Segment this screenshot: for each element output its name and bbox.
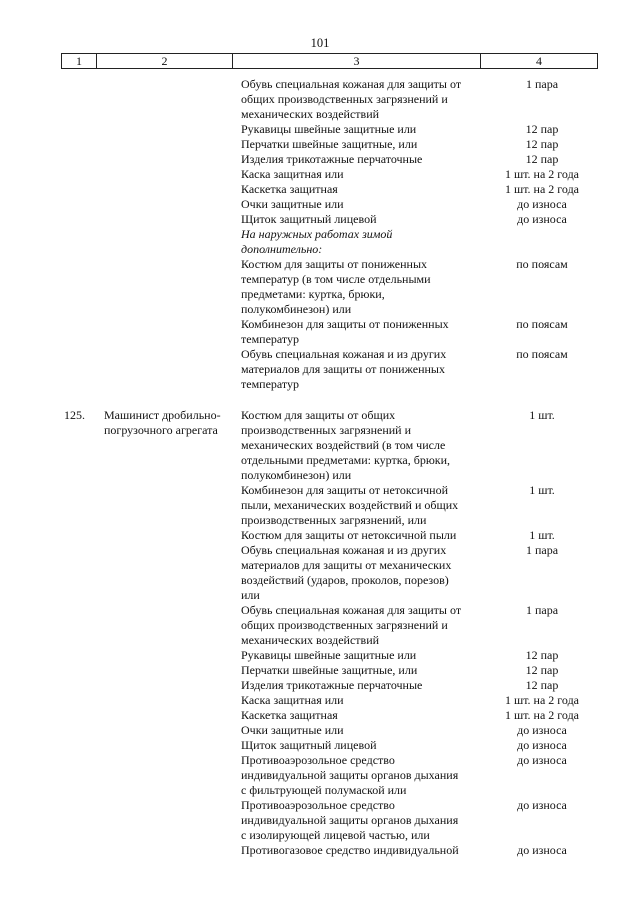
profession-name [104, 408, 238, 438]
issue-norm: 1 шт. [529, 483, 555, 497]
protective-item-line: Изделия трикотажные перчаточные [241, 152, 423, 166]
table-row [0, 167, 640, 182]
protective-item-line: Каскетка защитная [241, 708, 338, 722]
protective-item-line: Очки защитные или [241, 197, 344, 211]
protective-item-line: Противогазовое средство индивидуальной [241, 843, 459, 857]
issue-norm: до износа [517, 738, 567, 752]
protective-item [241, 708, 489, 723]
protective-item-line: На наружных работах зимой [241, 227, 393, 241]
protective-item-line: Противоаэрозольное средство [241, 753, 395, 767]
table-row [0, 197, 640, 212]
protective-item-line: общих производственных загрязнений и [241, 618, 448, 632]
table-body [0, 77, 640, 858]
protective-item-line: Обувь специальная кожаная для защиты от [241, 77, 462, 91]
protective-item [241, 137, 489, 152]
header-col-2: 2 [97, 54, 233, 68]
protective-item-line: Очки защитные или [241, 723, 344, 737]
table-row [0, 678, 640, 693]
table-row [0, 317, 640, 347]
protective-item-line: Перчатки швейные защитные, или [241, 137, 418, 151]
protective-item-line: Каска защитная или [241, 167, 344, 181]
protective-item-line: материалов для защиты от механических [241, 558, 452, 572]
table-row [0, 528, 640, 543]
protective-item [241, 723, 489, 738]
table-row [0, 753, 640, 798]
protective-item-line: Рукавицы швейные защитные или [241, 122, 417, 136]
issue-norm: до износа [517, 843, 567, 857]
table-row [0, 663, 640, 678]
table-row [0, 77, 640, 122]
protective-item-line: Обувь специальная кожаная и из других [241, 347, 447, 361]
issue-norm: 12 пар [525, 648, 559, 662]
protective-item [241, 738, 489, 753]
protective-item-line: индивидуальной защиты органов дыхания [241, 768, 459, 782]
protective-item [241, 408, 489, 483]
protective-item [241, 212, 489, 227]
header-col-4: 4 [536, 54, 542, 68]
issue-norm: 1 шт. [529, 408, 555, 422]
protective-item-line: Каска защитная или [241, 693, 344, 707]
protective-item-line: Комбинезон для защиты от нетоксичной [241, 483, 449, 497]
protective-item-line: Костюм для защиты от пониженных [241, 257, 428, 271]
protective-item [241, 798, 489, 843]
issue-norm: 1 пара [525, 543, 559, 557]
issue-norm: 1 пара [525, 77, 559, 91]
table-row [0, 738, 640, 753]
issue-norm: 12 пар [525, 152, 559, 166]
protective-item-line: Щиток защитный лицевой [241, 212, 377, 226]
protective-item-line: воздействий (ударов, проколов, порезов) [241, 573, 449, 587]
protective-item-line: Изделия трикотажные перчаточные [241, 678, 423, 692]
protective-item-line: дополнительно: [241, 242, 323, 256]
protective-item [241, 528, 489, 543]
protective-item [241, 483, 489, 528]
issue-norm: по поясам [516, 347, 568, 361]
protective-item-line: полукомбинезон) или [241, 468, 352, 482]
protective-item [241, 257, 489, 317]
page-number: 101 [310, 36, 330, 50]
protective-item-line: или [241, 588, 260, 602]
issue-norm: по поясам [516, 317, 568, 331]
issue-norm: до износа [517, 723, 567, 737]
issue-norm: 1 шт. [529, 528, 555, 542]
table-row [0, 408, 640, 483]
table-row [0, 708, 640, 723]
protective-item-line: температур [241, 377, 300, 391]
protective-item [241, 543, 489, 603]
protective-item-line: температур (в том числе отдельными [241, 272, 431, 286]
protective-item-line: общих производственных загрязнений и [241, 92, 448, 106]
protective-item [241, 317, 489, 347]
protective-item-line: Обувь специальная кожаная и из других [241, 543, 447, 557]
profession-line: погрузочного агрегата [104, 423, 218, 437]
issue-norm: 12 пар [525, 122, 559, 136]
protective-item [241, 843, 489, 858]
protective-item-line: Обувь специальная кожаная для защиты от [241, 603, 462, 617]
protective-item-line: индивидуальной защиты органов дыхания [241, 813, 459, 827]
table-row [0, 182, 640, 197]
protective-item-line: Противоаэрозольное средство [241, 798, 395, 812]
table-row [0, 122, 640, 137]
issue-norm: 1 шт. на 2 года [504, 167, 580, 181]
table-row [0, 648, 640, 663]
protective-item [241, 197, 489, 212]
issue-norm: по поясам [516, 257, 568, 271]
header-col-1: 1 [62, 54, 97, 68]
protective-item [241, 167, 489, 182]
protective-item-line: производственных загрязнений, или [241, 513, 427, 527]
protective-item-line: материалов для защиты от пониженных [241, 362, 445, 376]
protective-item [241, 678, 489, 693]
protective-item-line: Рукавицы швейные защитные или [241, 648, 417, 662]
protective-item [241, 77, 489, 122]
profession-line: Машинист дробильно- [104, 408, 221, 422]
table-row [0, 693, 640, 708]
table-header [61, 53, 598, 69]
protective-item-line: производственных загрязнений и [241, 423, 412, 437]
protective-item-line: механических воздействий (в том числе [241, 438, 446, 452]
table-row [0, 483, 640, 528]
protective-item-line: с изолирующей лицевой частью, или [241, 828, 430, 842]
protective-item [241, 227, 489, 257]
table-row [0, 212, 640, 227]
protective-item [241, 753, 489, 798]
table-row [0, 227, 640, 257]
table-row [0, 798, 640, 843]
protective-item-line: Костюм для защиты от нетоксичной пыли [241, 528, 457, 542]
protective-item-line: Костюм для защиты от общих [241, 408, 396, 422]
issue-norm: до износа [517, 798, 567, 812]
protective-item-line: отдельными предметами: куртка, брюки, [241, 453, 451, 467]
table-row [0, 723, 640, 738]
table-row [0, 843, 640, 858]
protective-item [241, 122, 489, 137]
protective-item-line: Комбинезон для защиты от пониженных [241, 317, 449, 331]
issue-norm: 1 шт. на 2 года [504, 693, 580, 707]
header-col-3: 3 [233, 54, 481, 68]
issue-norm: до износа [517, 753, 567, 767]
issue-norm: до износа [517, 197, 567, 211]
protective-item [241, 663, 489, 678]
protective-item [241, 693, 489, 708]
row-gap [0, 392, 640, 408]
protective-item [241, 347, 489, 392]
protective-item [241, 182, 489, 197]
issue-norm: 12 пар [525, 137, 559, 151]
table-row [0, 152, 640, 167]
protective-item-line: полукомбинезон) или [241, 302, 352, 316]
protective-item-line: пыли, механических воздействий и общих [241, 498, 459, 512]
protective-item-line: механических воздействий [241, 107, 380, 121]
protective-item [241, 648, 489, 663]
table-row [0, 347, 640, 392]
table-row [0, 543, 640, 603]
table-row [0, 603, 640, 648]
protective-item [241, 603, 489, 648]
issue-norm: 1 шт. на 2 года [504, 708, 580, 722]
protective-item [241, 152, 489, 167]
protective-item-line: Каскетка защитная [241, 182, 338, 196]
protective-item-line: предметами: куртка, брюки, [241, 287, 385, 301]
issue-norm: 1 пара [525, 603, 559, 617]
issue-norm: 12 пар [525, 663, 559, 677]
protective-item-line: Перчатки швейные защитные, или [241, 663, 418, 677]
item-number: 125. [64, 408, 85, 422]
table-row [0, 137, 640, 152]
issue-norm: 12 пар [525, 678, 559, 692]
protective-item-line: с фильтрующей полумаской или [241, 783, 407, 797]
issue-norm: 1 шт. на 2 года [504, 182, 580, 196]
protective-item-line: температур [241, 332, 300, 346]
protective-item-line: механических воздействий [241, 633, 380, 647]
protective-item-line: Щиток защитный лицевой [241, 738, 377, 752]
table-row [0, 257, 640, 317]
issue-norm: до износа [517, 212, 567, 226]
